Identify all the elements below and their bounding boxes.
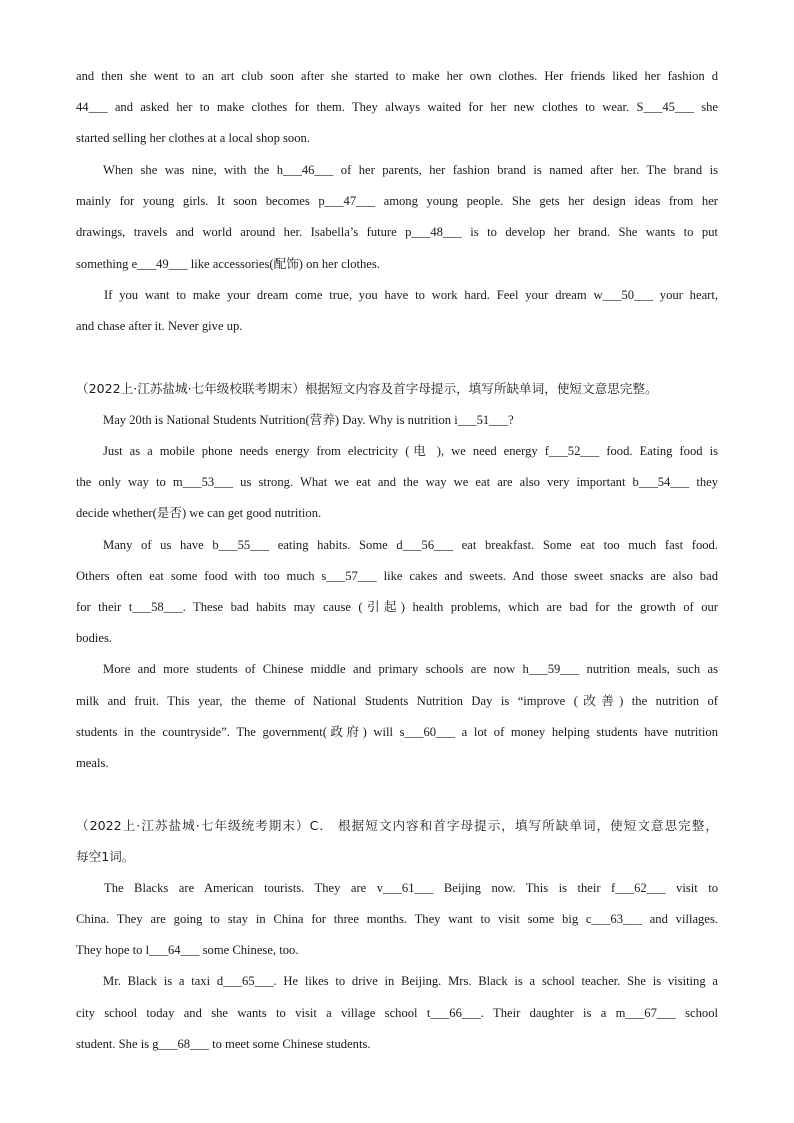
passage-line: May 20th is National Students Nutrition(营养) Day. Why is nutrition i___51___? — [103, 413, 514, 427]
passage-line: The Blacks are American tourists. They are v___61___ Beijing now. This is their f___62___ visit to — [104, 881, 718, 895]
passage-line: bodies. — [76, 631, 113, 645]
passage-line: More and more students of Chinese middle and primary schools are now h___59___ nutrition meals, such as — [103, 662, 718, 676]
passage-line: and chase after it. Never give up. — [76, 319, 243, 333]
passage-line: drawings, travels and world around her. Isabella’s future p___48___ is to develop her brand. She wants to put — [76, 225, 718, 239]
passage-line: city school today and she wants to visit a village school t___66___. Their daughter is a m___67___ school — [76, 1006, 718, 1020]
passage-line: for their t___58___. These bad habits may cause (引起) health problems, which are bad for the growth of our — [76, 600, 718, 614]
passage-line: the only way to m___53___ us strong. What we eat and the way we eat are also very important b___54___ they — [76, 475, 718, 489]
passage-line: students in the countryside”. The government(政府) will s___60___ a lot of money helping students have nutrition — [76, 725, 718, 739]
passage-line: Others often eat some food with too much s___57___ like cakes and sweets. And those sweet snacks are also bad — [76, 569, 718, 583]
section-heading: （2022上·江苏盐城·七年级统考期末）C． 根据短文内容和首字母提示，填写所缺单词，使短文意思完整， — [76, 818, 718, 833]
passage-line: student. She is g___68___ to meet some Chinese students. — [76, 1037, 371, 1051]
section-heading: （2022上·江苏盐城·七年级校联考期末）根据短文内容及首字母提示，填写所缺单词，使短文意思完整。 — [76, 381, 658, 396]
passage-line: Just as a mobile phone needs energy from electricity (电 ), we need energy f___52___ food. Eating food is — [103, 444, 718, 458]
passage-line: When she was nine, with the h___46___ of her parents, her fashion brand is named after her. The brand is — [103, 163, 718, 177]
passage-line: Mr. Black is a taxi d___65___. He likes to drive in Beijing. Mrs. Black is a school teacher. She is visiting a — [103, 974, 718, 988]
passage-line: decide whether(是否) we can get good nutrition. — [76, 506, 322, 520]
section-heading-continued: 每空1词。 — [76, 849, 135, 864]
passage-line: something e___49___ like accessories(配饰) on her clothes. — [76, 257, 380, 271]
passage-line: If you want to make your dream come true, you have to work hard. Feel your dream w___50___ your heart, — [104, 288, 718, 302]
passage-line: 44___ and asked her to make clothes for them. They always waited for her new clothes to wear. S___45___ she — [76, 100, 718, 114]
passage-line: and then she went to an art club soon after she started to make her own clothes. Her friends liked her fashion d — [76, 69, 718, 83]
passage-line: Many of us have b___55___ eating habits. Some d___56___ eat breakfast. Some eat too much fast food. — [103, 538, 718, 552]
passage-line: China. They are going to stay in China for three months. They want to visit some big c___63___ and villages. — [76, 912, 718, 926]
passage-line: meals. — [76, 756, 109, 770]
passage-line: started selling her clothes at a local shop soon. — [76, 131, 310, 145]
passage-line: milk and fruit. This year, the theme of National Students Nutrition Day is “improve (改善) the nutrition of — [76, 694, 718, 708]
passage-line: mainly for young girls. It soon becomes p___47___ among young people. She gets her design ideas from her — [76, 194, 718, 208]
passage-line: They hope to l___64___ some Chinese, too. — [76, 943, 299, 957]
